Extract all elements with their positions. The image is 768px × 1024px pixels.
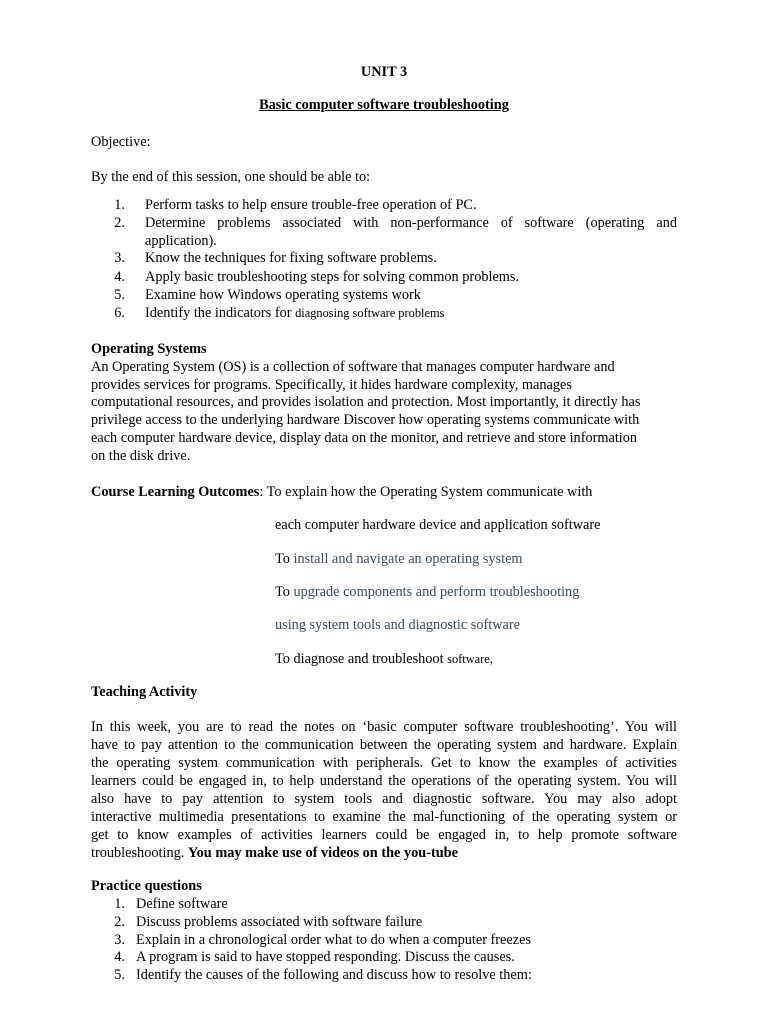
os-line: each computer hardware device, display data on the monitor, and retrieve and store information bbox=[91, 430, 638, 446]
practice-number: 4. bbox=[114, 949, 125, 965]
teaching-heading: Teaching Activity bbox=[91, 684, 198, 700]
objective-item: Examine how Windows operating systems work bbox=[145, 287, 421, 303]
teaching-line: In this week, you are to read the notes on ‘basic computer software troubleshooting’. You will bbox=[91, 719, 677, 735]
objective-item: Know the techniques for fixing software problems. bbox=[145, 250, 437, 266]
practice-item: Explain in a chronological order what to do when a computer freezes bbox=[136, 932, 532, 948]
clo-outcome-text-small: software, bbox=[447, 652, 493, 666]
practice-number: 1. bbox=[114, 896, 125, 912]
teaching-emphasis: You may make use of videos on the you-tube bbox=[187, 845, 458, 861]
os-line: on the disk drive. bbox=[91, 448, 191, 464]
practice-item: Define software bbox=[136, 896, 228, 912]
practice-item: Identify the causes of the following and discuss how to resolve them: bbox=[136, 967, 532, 983]
clo-outcome: To explain how the Operating System communicate with bbox=[263, 484, 593, 500]
teaching-line: also have to pay attention to system tools and diagnostic software. You may also adopt bbox=[91, 791, 677, 807]
practice-item: Discuss problems associated with software failure bbox=[136, 914, 423, 930]
os-heading: Operating Systems bbox=[91, 341, 207, 357]
clo-label: Course Learning Outcomes bbox=[91, 484, 260, 500]
objective-text-small: diagnosing software problems bbox=[295, 306, 445, 320]
intro-line: By the end of this session, one should be able to: bbox=[91, 169, 371, 185]
teaching-line: learners could be engaged in, to help understand the operations of the operating system. You will bbox=[91, 773, 677, 789]
teaching-line: get to know examples of activities learners could be engaged in, to help promote software bbox=[91, 827, 677, 843]
teaching-line: the operating system communication with peripherals. Get to know the examples of activities bbox=[91, 755, 677, 771]
objective-number: 1. bbox=[114, 197, 125, 213]
objective-number: 5. bbox=[114, 287, 125, 303]
objective-item: Perform tasks to help ensure trouble-free operation of PC. bbox=[145, 197, 477, 213]
clo-outcome-text: install and navigate an operating system bbox=[293, 551, 523, 567]
teaching-line: interactive multimedia presentations to examine the mal-functioning of the operating system or bbox=[91, 809, 677, 825]
os-line: An Operating System (OS) is a collection of software that manages computer hardware and bbox=[91, 359, 615, 375]
clo-to: To bbox=[275, 584, 294, 600]
practice-number: 5. bbox=[114, 967, 125, 983]
objective-item: Apply basic troubleshooting steps for solving common problems. bbox=[145, 269, 520, 285]
clo-outcome-text: To diagnose and troubleshoot bbox=[275, 651, 448, 667]
clo-outcome bbox=[275, 650, 493, 668]
clo-outcome bbox=[275, 583, 579, 601]
practice-number: 2. bbox=[114, 914, 125, 930]
teaching-text: troubleshooting. bbox=[91, 845, 188, 861]
objective-number: 6. bbox=[114, 305, 125, 321]
document-title: Basic computer software troubleshooting bbox=[259, 97, 509, 113]
objective-number: 4. bbox=[114, 269, 125, 285]
practice-number: 3. bbox=[114, 932, 125, 948]
practice-item: A program is said to have stopped responding. Discuss the causes. bbox=[136, 949, 515, 965]
objective-number: 3. bbox=[114, 250, 125, 266]
clo-to: To bbox=[275, 551, 294, 567]
clo-outcome: each computer hardware device and application software bbox=[275, 517, 601, 533]
clo-first-line bbox=[91, 483, 592, 501]
objective-text: Identify the indicators for bbox=[145, 305, 296, 321]
objective-item bbox=[145, 304, 677, 322]
os-line: privilege access to the underlying hardware Discover how operating systems communicate with bbox=[91, 412, 640, 428]
os-line: computational resources, and provides isolation and protection. Most importantly, it directly has bbox=[91, 394, 641, 410]
teaching-line: have to pay attention to the communication between the operating system and hardware. Explain bbox=[91, 737, 677, 753]
objective-label: Objective: bbox=[91, 134, 151, 150]
clo-outcome bbox=[275, 550, 523, 568]
objective-item: Determine problems associated with non-performance of software (operating and bbox=[145, 215, 677, 231]
teaching-last-line bbox=[91, 844, 458, 862]
unit-title: UNIT 3 bbox=[360, 64, 408, 80]
os-line: provides services for programs. Specifically, it hides hardware complexity, manages bbox=[91, 377, 572, 393]
clo-outcome: using system tools and diagnostic software bbox=[275, 617, 521, 633]
clo-colon: : bbox=[259, 484, 264, 500]
practice-heading: Practice questions bbox=[91, 878, 202, 894]
document-title-wrapper bbox=[0, 96, 768, 114]
objective-number: 2. bbox=[114, 215, 125, 231]
objective-item-continuation: application). bbox=[145, 233, 217, 249]
clo-outcome-text: upgrade components and perform troubleshooting bbox=[293, 584, 580, 600]
